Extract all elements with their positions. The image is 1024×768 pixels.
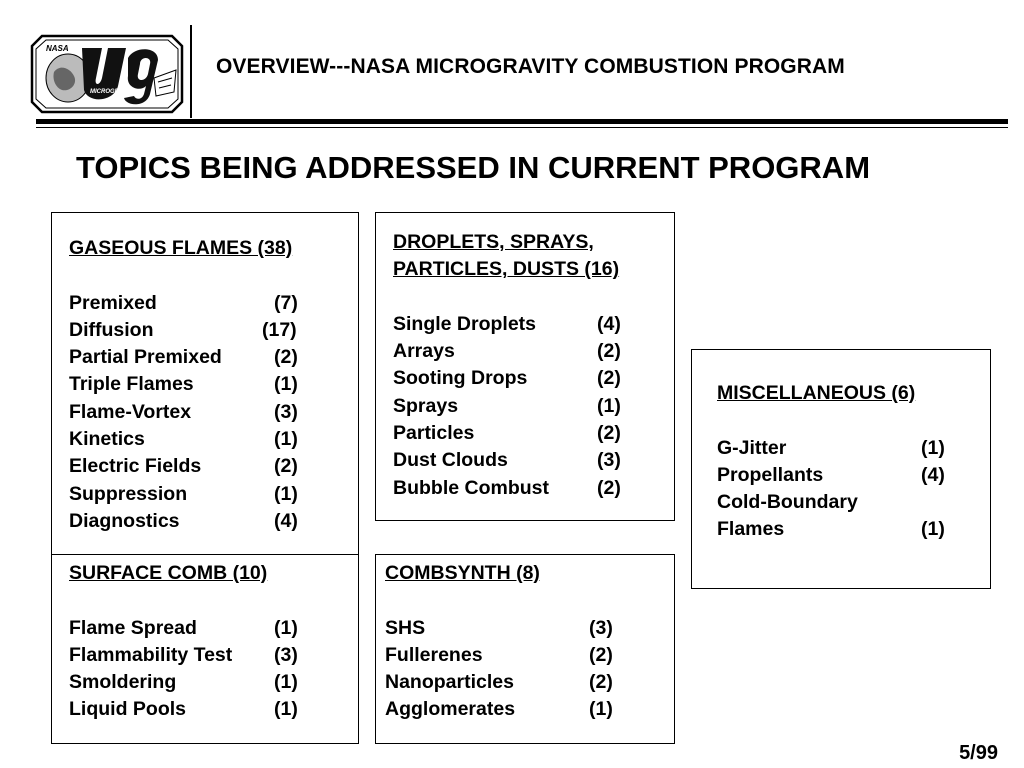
droplets-heading-line1: DROPLETS, SPRAYS, bbox=[393, 231, 594, 253]
header-rule-thick bbox=[36, 119, 1008, 124]
list-item: Diagnostics (4) bbox=[69, 509, 298, 532]
list-item: Single Droplets (4) bbox=[393, 312, 621, 335]
list-item: Fullerenes (2) bbox=[385, 643, 613, 666]
surface-comb-heading: SURFACE COMB (10) bbox=[69, 562, 268, 584]
logo-text-nasa: NASA bbox=[46, 44, 69, 53]
list-item: G-Jitter (1) bbox=[717, 436, 945, 459]
list-item: Premixed (7) bbox=[69, 291, 298, 314]
list-item: Nanoparticles (2) bbox=[385, 671, 613, 694]
list-item: Smoldering (1) bbox=[69, 671, 298, 694]
list-item: Propellants (4) bbox=[717, 463, 945, 486]
list-item: Sprays (1) bbox=[393, 394, 621, 417]
list-item: Sooting Drops (2) bbox=[393, 367, 621, 390]
list-item: Electric Fields (2) bbox=[69, 455, 298, 478]
miscellaneous-box bbox=[691, 349, 991, 589]
list-item: Suppression (1) bbox=[69, 482, 298, 505]
list-item: Flame Spread (1) bbox=[69, 616, 298, 639]
list-item: Flammability Test (3) bbox=[69, 643, 298, 666]
list-item: Arrays (2) bbox=[393, 340, 621, 363]
list-item: Kinetics (1) bbox=[69, 428, 298, 451]
list-item: Particles (2) bbox=[393, 422, 621, 445]
page-number: 5/99 bbox=[959, 742, 998, 764]
logo-text-microgravity: MICROGRAVITY bbox=[90, 89, 137, 95]
list-item: Flames (1) bbox=[717, 518, 945, 541]
list-item: Agglomerates (1) bbox=[385, 698, 613, 721]
miscellaneous-heading: MISCELLANEOUS (6) bbox=[717, 382, 916, 404]
list-item: Bubble Combust (2) bbox=[393, 476, 621, 499]
droplets-heading-line2: PARTICLES, DUSTS (16) bbox=[393, 258, 620, 281]
combsynth-heading: COMBSYNTH (8) bbox=[385, 562, 540, 584]
list-item: Dust Clouds (3) bbox=[393, 449, 621, 472]
list-item: Liquid Pools (1) bbox=[69, 698, 298, 721]
surface-comb-box bbox=[51, 554, 359, 744]
gaseous-flames-box bbox=[51, 212, 359, 555]
list-item: Diffusion (17) bbox=[69, 318, 297, 341]
nasa-microgravity-logo bbox=[30, 34, 184, 114]
droplets-sprays-box bbox=[375, 212, 675, 521]
combsynth-box bbox=[375, 554, 675, 744]
header-title: OVERVIEW---NASA MICROGRAVITY COMBUSTION PROGRAM bbox=[216, 55, 845, 78]
header-divider bbox=[190, 25, 192, 118]
list-item: Triple Flames (1) bbox=[69, 373, 298, 396]
list-item: Cold-Boundary bbox=[717, 491, 858, 514]
list-item: Partial Premixed (2) bbox=[69, 346, 298, 369]
gaseous-flames-heading: GASEOUS FLAMES (38) bbox=[69, 237, 293, 259]
header-rule-thin bbox=[36, 127, 1008, 128]
list-item: SHS (3) bbox=[385, 616, 613, 639]
page-title: TOPICS BEING ADDRESSED IN CURRENT PROGRAM bbox=[76, 150, 871, 185]
list-item: Flame-Vortex (3) bbox=[69, 400, 298, 423]
